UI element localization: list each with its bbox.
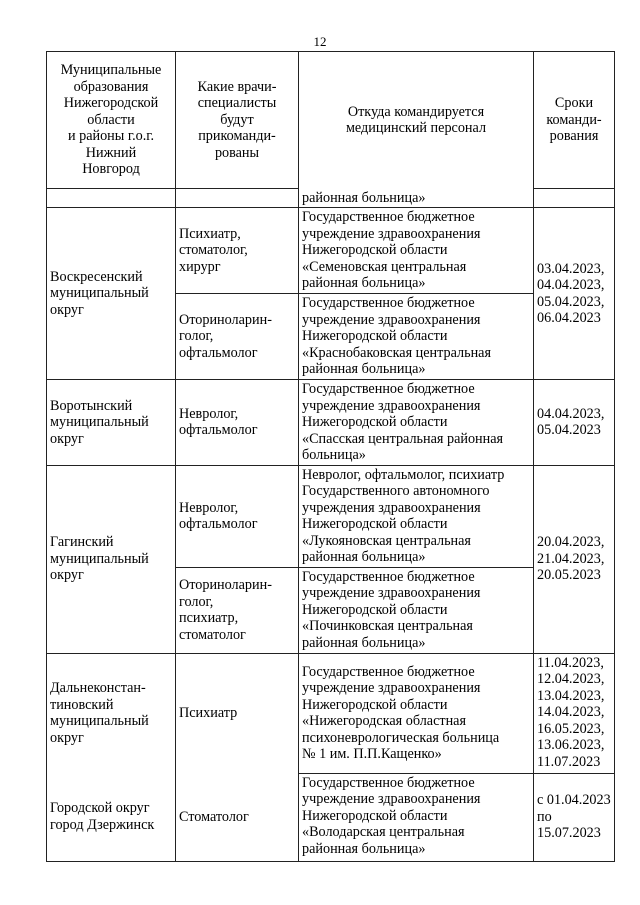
district-vorotynsky: Воротынский муниципальный округ	[47, 380, 176, 466]
origin-cell: Невролог, офтальмолог, психиатр Государственного автономного учреждения здравоохранения Нижегородской области «Лукояновская центральная районная больница»	[299, 465, 534, 567]
header-dates: Сроки команди- рования	[534, 52, 615, 189]
continuation-row	[47, 189, 615, 208]
specialists-cell: Невролог, офтальмолог	[176, 380, 299, 466]
specialists-cell: Психиатр	[176, 653, 299, 773]
table-header-row	[47, 52, 615, 189]
district-voskresensky: Воскресенский муниципальный округ	[47, 208, 176, 380]
specialists-cell: Оториноларин- голог, психиатр, стоматолог	[176, 567, 299, 653]
district-dzerzhinsk: Городской округ город Дзержинск	[47, 773, 176, 861]
specialists-cell: Стоматолог	[176, 773, 299, 861]
page-number: 12	[313, 34, 327, 49]
origin-cell: Государственное бюджетное учреждение здравоохранения Нижегородской области «Семеновская центральная районная больница»	[299, 208, 534, 294]
origin-cell: Государственное бюджетное учреждение здравоохранения Нижегородской области «Володарская центральная районная больница»	[299, 773, 534, 861]
origin-cell: Государственное бюджетное учреждение здравоохранения Нижегородской области «Починковская центральная районная больница»	[299, 567, 534, 653]
specialists-cell: Невролог, офтальмолог	[176, 465, 299, 567]
origin-cell: Государственное бюджетное учреждение здравоохранения Нижегородской области «Нижегородская областная психоневрологическая больница № 1 им. П.П.Кащенко»	[299, 653, 534, 773]
header-specialists: Какие врачи- специалисты будут прикоманди- рованы	[176, 52, 299, 189]
continuation-empty-1	[47, 189, 176, 208]
table-row	[47, 465, 615, 567]
dates-cell: 11.04.2023, 12.04.2023, 13.04.2023, 14.04.2023, 16.05.2023, 13.06.2023, 11.07.2023	[534, 653, 615, 773]
dates-cell: 04.04.2023, 05.04.2023	[534, 380, 615, 466]
continuation-empty-4	[534, 189, 615, 208]
continuation-text: районная больница»	[299, 189, 534, 208]
assignment-table	[46, 51, 615, 862]
district-gaginsky: Гагинский муниципальный округ	[47, 465, 176, 653]
specialists-cell: Психиатр, стоматолог, хирург	[176, 208, 299, 294]
table-row	[47, 380, 615, 466]
table-row	[47, 773, 615, 861]
origin-cell: Государственное бюджетное учреждение здравоохранения Нижегородской области «Краснобаковская центральная районная больница»	[299, 294, 534, 380]
header-origin: Откуда командируется медицинский персонал	[299, 52, 534, 189]
dates-cell: 20.04.2023, 21.04.2023, 20.05.2023	[534, 465, 615, 653]
dates-cell: с 01.04.2023 по 15.07.2023	[534, 773, 615, 861]
continuation-empty-2	[176, 189, 299, 208]
origin-cell: Государственное бюджетное учреждение здравоохранения Нижегородской области «Спасская центральная районная больница»	[299, 380, 534, 466]
district-dalnekonstantinovsky: Дальнеконстан- тиновский муниципальный округ	[47, 653, 176, 773]
dates-cell: 03.04.2023, 04.04.2023, 05.04.2023, 06.04.2023	[534, 208, 615, 380]
table-row	[47, 653, 615, 773]
specialists-cell: Оториноларин- голог, офтальмолог	[176, 294, 299, 380]
header-municipality: Муниципальные образования Нижегородской области и районы г.о.г. Нижний Новгород	[47, 52, 176, 189]
table-row	[47, 208, 615, 294]
